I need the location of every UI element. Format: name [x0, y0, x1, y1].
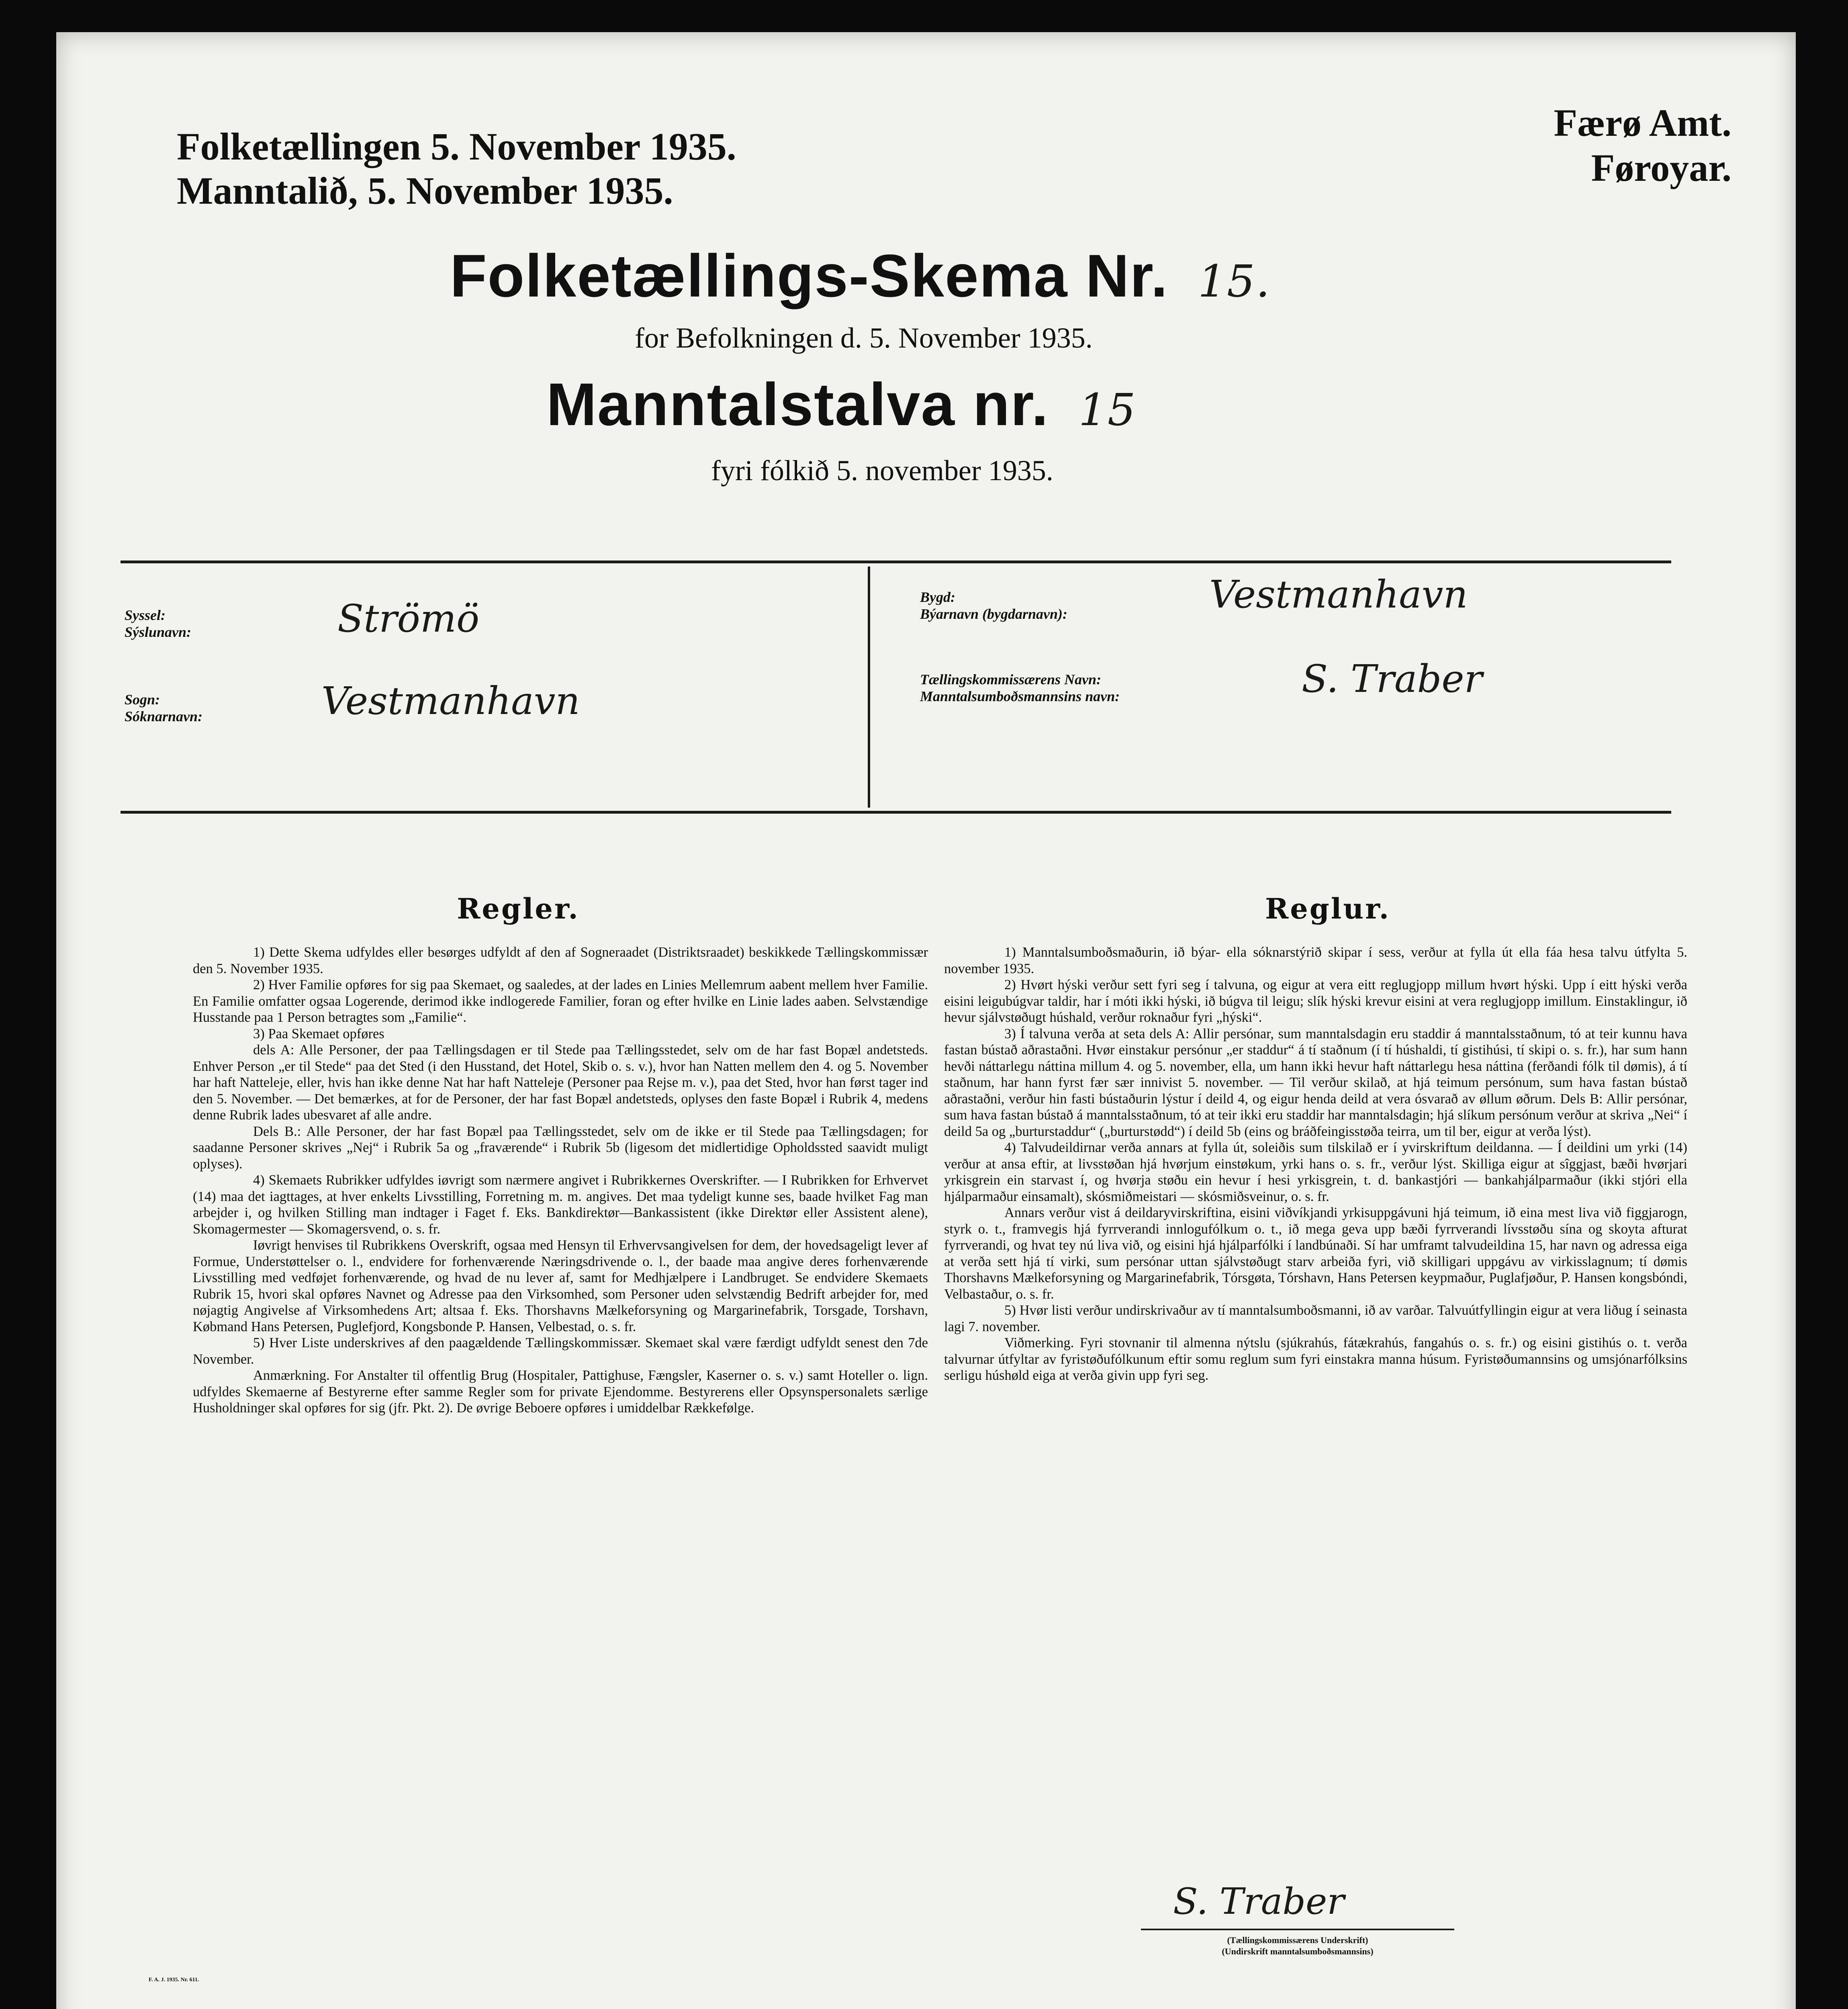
reglur-paragraph: 2) Hvørt hýski verður sett fyri seg í talvuna, og eigur at vera eitt reglugjopp millum hvørt hýski. Upp í eitt hýski verða eisini leigubúgvar taldir, har í móti ikki hýski, ið búgva til leigu; slík hýski krevur eisini at vera reglugjopp imillum. Einstaklingur, ið hevur sjálvstøðugt húshald, verður roknaður fyri „hýski“. [944, 977, 1687, 1025]
regler-paragraph: dels A: Alle Personer, der paa Tællingsdagen er til Stede paa Tællingsstedet, selv om de har fast Bopæl andetsteds. Enhver Person „er til Stede“ paa det Sted (i den Husstand, det Hotel, Skib o. s. v.), hvor han Natten mellem den 4. og 5. November har haft Natteleje, eller, hvis han ikke denne Nat har haft Natteleje (Personer paa Rejse m. v.), paa det Sted, hvor han først tager ind den 5. November. — Det bemærkes, at for de Personer, der har fast Bopæl andetsteds, oplyses den faste Bopæl i Rubrik 4, medens denne Rubrik lades ubesvaret af alle andre. [193, 1042, 928, 1123]
reglur-paragraph: 1) Manntalsumboðsmaðurin, ið býar- ella sóknarstýrið skipar í sess, verður at fylla út ella fáa hesa talvu útfylta 5. november 1935. [944, 945, 1687, 976]
header-left-line-2: Manntalið, 5. November 1935. [177, 169, 673, 212]
bygd-value: Vestmanhavn [1209, 573, 1468, 617]
header-right-line-1: Færø Amt. [1554, 101, 1731, 144]
reglur-heading: Reglur. [1265, 892, 1390, 925]
regler-paragraph: 4) Skemaets Rubrikker udfyldes iøvrigt som nærmere angivet i Rubrikkernes Overskrifter. — I Rubrikken for Erhvervet (14) maa det iagttages, at hver enkelts Livsstilling, Forretning m. m. angives. Det maa tydeligt kunne ses, baade hvilket Fag man arbejder i, og hvilken Stilling man indtager i Faget f. Eks. Bankdirektør—Bankassistent (ikke Direktør eller Assistent alene), Skomagermester — Skomagersvend, o. s. fr. [193, 1172, 928, 1237]
reglur-paragraph: Annars verður vist á deildaryvirskriftina, eisini viðvíkjandi yrkisuppgávuni hjá teimum, ið eina mest liva við figgjarogn, styrk o. t., framvegis hjá fyrrverandi innlogufólkum o. t., ið mega geva upp bæði fyrrverandi lívsstøðu sína og skoyta afturat fyrrverandi, og hvat tey nú liva við, og eisini hjá hjálparfólki í landbúnaði. Sí har umframt talvudeildina 15, har navn og adressa eiga at verða sett hjá tí virki, sum persónar uttan sjálvstøðugt starv arbeiða fyri, við skilligari uppgávu av virkisslagnum; tí dømis Thorshavns Mælkeforsyning og Margarinefabrik, Tórsgøta, Tórshavn, Hans Petersen keypmaður, Puglafjøður, P. Hansen kongsbóndi, Velbastaður, o. s. fr. [944, 1205, 1687, 1302]
regler-paragraph: 3) Paa Skemaet opføres [253, 1026, 384, 1041]
faroese-form-title [546, 370, 1137, 439]
danish-form-number: 15. [1198, 256, 1271, 307]
reglur-paragraph: 3) Í talvuna verða at seta dels A: Allir persónar, sum manntalsdagin eru staddir á manntalsstaðnum, tó at teir kunnu hava fastan bústað aðrastaðni. Hvør einstakur persónur „er staddur“ á tí staðnum (í tí húshaldi, tí gistihúsi, tí skipi o. s. fr.), har sum hann hevði náttarlegu náttina millum 4. og 5. november, ella, um hann ikki hevur haft náttarlegu hesa náttina (ferðandi fólk til dømis), á tí staðnum, har hann fyrst fær sær innivist 5. november. — Til verður skilað, at hjá teimum persónum, sum hava fastan bústað aðrastaðni, verður hin fasti bústaðurin lýstur í deild 4, og eigur henda deild at vera ósvarað av øllum øðrum. Dels B: Allir persónar, sum hava fastan bústað á manntalsstaðnum, tó at teir ikki eru staddir har manntalsdagin; hjá slíkum persónum verður at skriva „Nei“ í deild 5a og „burturstaddur“ („burturstødd“) í deild 5b (eins og bráðfeingisstøða teirra, um til ber, eigur at verða lýst). [944, 1026, 1687, 1139]
syssel-label: Syssel: Sýslunavn: [125, 607, 192, 640]
regler-heading: Regler. [457, 892, 580, 925]
top-rule [121, 561, 1671, 563]
reglur-paragraph: Viðmerking. Fyri stovnanir til almenna nýtslu (sjúkrahús, fátækrahús, fangahús o. s. fr.) og eisini gistihús o. t. verða talvurnar útfyltar av fyristøðufólkunum eftir somu reglum sum fyri einstakra manna húsum. Fyristøðumannsins og umsjónarfólksins serligu húshøld eiga at verða givin upp fyri seg. [944, 1335, 1687, 1383]
sogn-label: Sogn: Sóknarnavn: [125, 691, 203, 724]
regler-paragraph: 2) Hver Familie opføres for sig paa Skemaet, og saaledes, at der lades en Linies Mellemrum aabent mellem hver Familie. En Familie omfatter ogsaa Logerende, derimod ikke indlogerede Familier, foran og efter hvilke en Linie lades aaben. Selvstændige Husstande paa 1 Person betragtes som „Familie“. [193, 977, 928, 1025]
sogn-value: Vestmanhavn [321, 679, 580, 723]
header-left [177, 125, 736, 213]
header-left-line-1: Folketællingen 5. November 1935. [177, 125, 736, 168]
danish-form-title [450, 241, 1271, 311]
print-code: F. A. J. 1935. Nr. 611. [149, 1977, 199, 1983]
signature-line [1141, 1929, 1454, 1930]
regler-paragraph: Anmærkning. For Anstalter til offentlig Brug (Hospitaler, Pattighuse, Fængsler, Kaserner o. s. v.) samt Hoteller o. lign. udfyldes Skemaerne af Bestyrerne efter samme Regler som for private Ejendomme. Bestyrerens eller Opsynspersonalets særlige Husholdninger skal opføres for sig (jfr. Pkt. 2). De øvrige Beboere opføres i umiddelbar Rækkefølge. [193, 1368, 928, 1416]
regler-paragraph: Iøvrigt henvises til Rubrikkens Overskrift, ogsaa med Hensyn til Erhvervsangivelsen for dem, der hovedsageligt lever af Formue, Understøttelser o. l., endvidere for forhenværende Næringsdrivende o. l., der baade maa angive deres forhenværende Livsstilling med vedføjet forhenværende, og hvad de nu lever af, samt for Medhjælpere i Landbruget. Se endvidere Skemaets Rubrik 15, hvori skal opføres Navnet og Adresse paa den Virksomhed, som Personer uden selvstændig Bedrift arbejder for, med nøjagtig Angivelse af Virksomhedens Art; altsaa f. Eks. Thorshavns Mælkeforsyning og Margarinefabrik, Torsgade, Torshavn, Købmand Hans Petersen, Puglefjord, Kongsbonde P. Hansen, Velbestad, o. s. fr. [193, 1238, 928, 1334]
bygd-label: Bygd: Býarnavn (bygdarnavn): [920, 589, 1067, 622]
regler-paragraph: 5) Hver Liste underskrives af den paagældende Tællingskommissær. Skemaet skal være færdigt udfyldt senest den 7de November. [193, 1335, 928, 1367]
census-form-page [56, 32, 1796, 2009]
danish-subtitle: for Befolkningen d. 5. November 1935. [635, 322, 1093, 354]
danish-title-text: Folketællings-Skema Nr. [450, 242, 1169, 309]
kommissaer-value: S. Traber [1302, 657, 1482, 701]
header-right-line-2: Føroyar. [1591, 146, 1731, 189]
signature: S. Traber [1173, 1880, 1345, 1923]
regler-paragraph: Dels B.: Alle Personer, der har fast Bopæl paa Tællingsstedet, selv om de ikke er til Stede paa Tællingsdagen; for saadanne Personer skrives „Nej“ i Rubrik 5a og „fraværende“ i Rubrik 5b (ligesom det midlertidige Opholdssted saavidt muligt oplyses). [193, 1123, 928, 1172]
reglur-paragraph: 5) Hvør listi verður undirskrivaður av tí manntalsumboðsmanni, ið av varðar. Talvuútfyllingin eigur at vera liðug í seinasta lagi 7. november. [944, 1303, 1687, 1334]
faroese-form-number: 15 [1078, 384, 1137, 436]
bottom-rule [121, 811, 1671, 814]
field-divider [868, 567, 870, 808]
regler-paragraph: 1) Dette Skema udfyldes eller besørges udfyldt af den af Sogneraadet (Distriktsraadet) beskikkede Tællingskommissær den 5. November 1935. [193, 945, 928, 976]
kommissaer-label: Tællingskommissærens Navn: Manntalsumboðsmannsins navn: [920, 671, 1120, 704]
faroese-subtitle: fyri fólkið 5. november 1935. [711, 454, 1053, 487]
header-right [1554, 100, 1731, 190]
faroese-title-text: Manntalstalva nr. [546, 370, 1049, 438]
syssel-value: Strömö [337, 597, 480, 641]
regler-text [193, 944, 928, 1416]
signature-caption: (Tællingskommissærens Underskrift) (Undirskrift manntalsumboðsmannsins) [1222, 1935, 1374, 1956]
reglur-paragraph: 4) Talvudeildirnar verða annars at fylla út, soleiðis sum tilskilað er í yvirskriftum deildanna. — Í deildini um yrki (14) verður at ansa eftir, at livsstøðan hjá hvørjum einstøkum, yrki hans o. s. fr., verður lýst. Skilliga eigur at sîggjast, bæði hvørjari yrkisgrein ein starvast í, og hvørja støðu ein hevur í hesi yrkisgrein, t. d. bankastjóri — bankahjálparmaður (ikki stjóri ella hjálparmaður einsamalt), skósmiðmeistari — skósmiðsveinur, o. s. fr. [944, 1140, 1687, 1204]
reglur-text [944, 944, 1687, 1384]
